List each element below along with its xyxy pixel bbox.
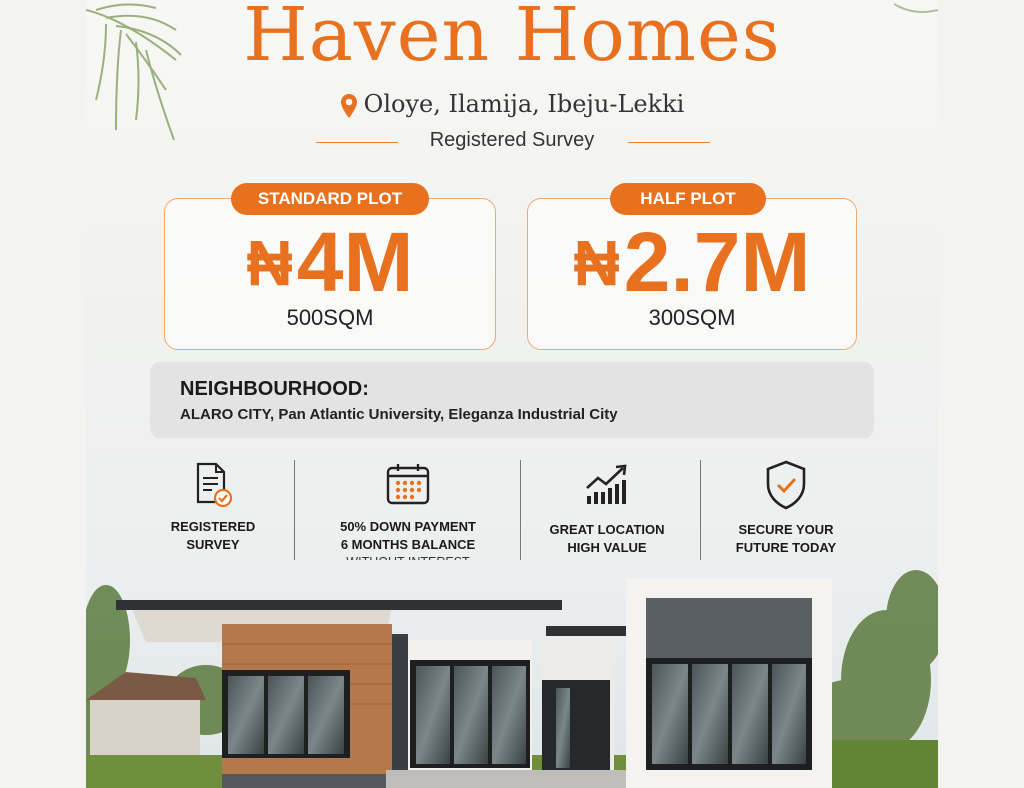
- plot-badge: STANDARD PLOT: [231, 183, 429, 215]
- location-text: Oloye, Ilamija, Ibeju-Lekki: [363, 90, 685, 118]
- feature-line: SURVEY: [186, 537, 240, 552]
- divider-line: [628, 142, 710, 143]
- location-pin-icon: [340, 93, 358, 119]
- feature-divider: [520, 460, 521, 560]
- half-plot-card: [527, 189, 857, 350]
- calendar-icon: [385, 462, 431, 506]
- plot-badge: HALF PLOT: [610, 183, 766, 215]
- feature-payment-plan: [308, 458, 508, 570]
- plot-size: 300SQM: [648, 305, 736, 330]
- survey-subtitle: [86, 128, 938, 156]
- neighbourhood-box: [150, 362, 874, 438]
- neighbourhood-title: NEIGHBOURHOOD:: [180, 378, 369, 400]
- feature-line: SECURE YOUR: [738, 522, 834, 537]
- feature-line: FUTURE TODAY: [735, 540, 837, 555]
- feature-line: REGISTERED: [170, 519, 256, 534]
- survey-text: Registered Survey: [429, 129, 595, 151]
- feature-line: HIGH VALUE: [567, 540, 647, 555]
- feature-line: GREAT LOCATION: [549, 522, 665, 537]
- house-illustration: [86, 560, 938, 788]
- standard-plot-card: [164, 189, 496, 350]
- plot-price: [165, 217, 495, 314]
- plot-size: 500SQM: [286, 305, 374, 330]
- neighbourhood-places: ALARO CITY, Pan Atlantic University, Eleganza Industrial City: [180, 406, 618, 423]
- property-flyer: [86, 0, 938, 788]
- price-value: 2.7M: [623, 215, 811, 309]
- feature-secure-future: [712, 458, 860, 570]
- feature-divider: [700, 460, 701, 560]
- feature-line: 50% DOWN PAYMENT: [340, 519, 476, 534]
- document-check-icon: [192, 462, 234, 508]
- feature-line: 6 MONTHS BALANCE: [340, 537, 476, 552]
- currency-symbol: ₦: [573, 227, 620, 299]
- growth-chart-icon: [583, 462, 631, 508]
- location-line: [86, 90, 938, 119]
- plot-price: [528, 217, 856, 314]
- price-value: 4M: [296, 215, 414, 309]
- page-title: Haven Homes: [243, 0, 781, 78]
- shield-check-icon: [765, 460, 807, 510]
- currency-symbol: ₦: [246, 227, 293, 299]
- left-margin: [0, 0, 86, 788]
- right-margin: [938, 0, 1024, 788]
- feature-divider: [294, 460, 295, 560]
- feature-registered-survey: [140, 458, 286, 570]
- feature-location-value: [532, 458, 682, 570]
